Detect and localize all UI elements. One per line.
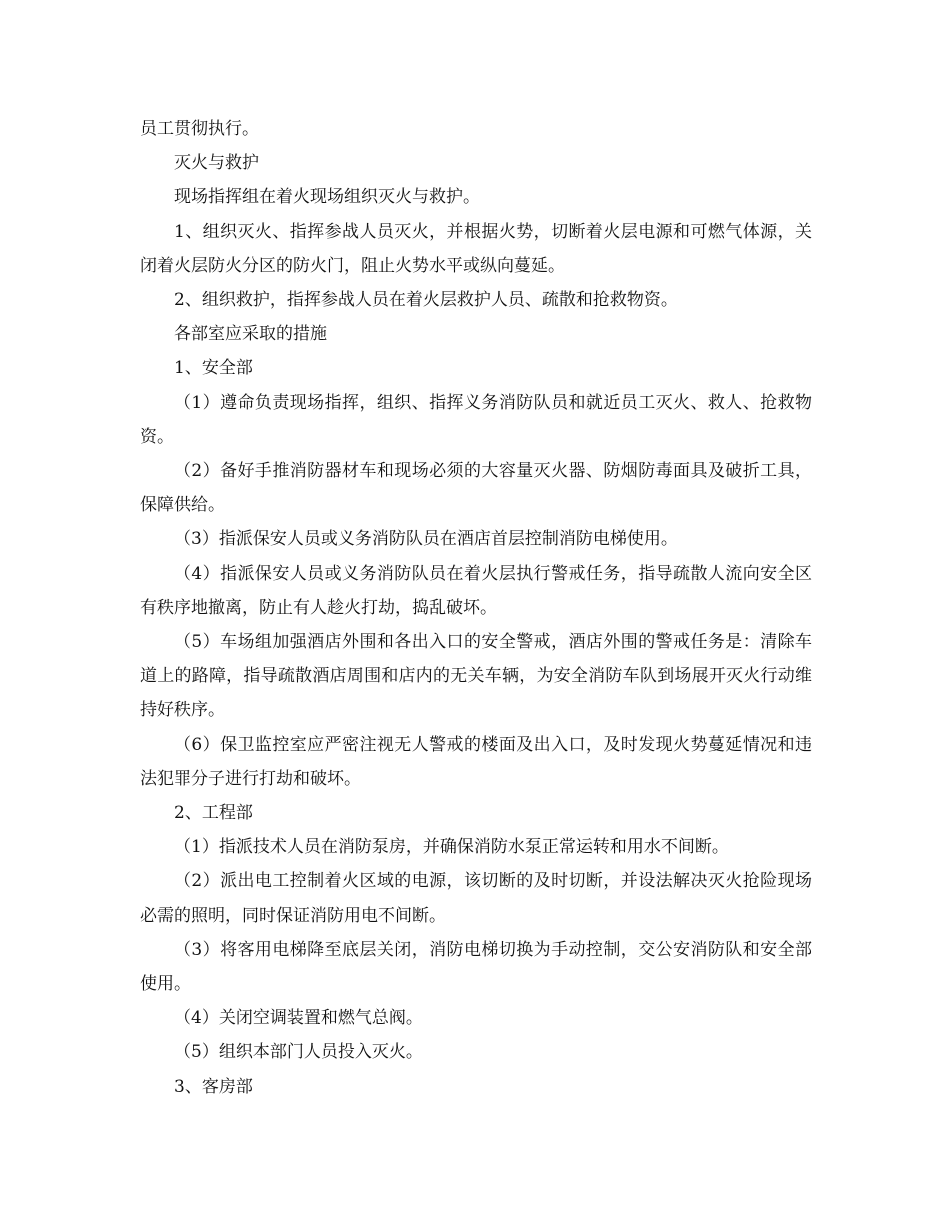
document-page: [140, 112, 812, 1104]
heading-department-measures: 各部室应采取的措施: [174, 324, 327, 345]
paragraph: （1）指派技术人员在消防泵房，并确保消防水泵正常运转和用水不间断。: [174, 837, 729, 858]
heading-fire-fighting-rescue: 灭火与救护: [174, 153, 259, 174]
heading-housekeeping-dept: 3、客房部: [174, 1076, 253, 1097]
paragraph: （3）指派保安人员或义务消防队员在酒店首层控制消防电梯使用。: [174, 529, 678, 550]
heading-engineering-dept: 2、工程部: [174, 803, 253, 824]
paragraph: （5）车场组加强酒店外围和各出入口的安全警戒，酒店外围的警戒任务是：清除车道上的路障，指导疏散酒店周围和店内的无关车辆，为安全消防车队到场展开灭火行动维持好秩序。: [140, 632, 812, 721]
paragraph: （5）组织本部门人员投入灭火。: [174, 1042, 423, 1063]
heading-security-dept: 1、安全部: [174, 358, 253, 379]
paragraph: （2）备好手推消防器材车和现场必须的大容量灭火器、防烟防毒面具及破折工具，保障供给。: [140, 461, 812, 516]
paragraph: （6）保卫监控室应严密注视无人警戒的楼面及出入口，及时发现火势蔓延情况和违法犯罪分子进行打劫和破坏。: [140, 734, 812, 789]
paragraph-continuation: 员工贯彻执行。: [140, 119, 259, 139]
paragraph: 1、组织灭火、指挥参战人员灭火，并根据火势，切断着火层电源和可燃气体源，关闭着火层防火分区的防火门，阻止火势水平或纵向蔓延。: [140, 221, 812, 276]
paragraph: （4）指派保安人员或义务消防队员在着火层执行警戒任务，指导疏散人流向安全区有秩序地撤离，防止有人趁火打劫，捣乱破坏。: [140, 563, 812, 618]
paragraph: 现场指挥组在着火现场组织灭火与救护。: [174, 187, 480, 208]
paragraph: （3）将客用电梯降至底层关闭，消防电梯切换为手动控制，交公安消防队和安全部使用。: [140, 939, 812, 995]
paragraph: （1）遵命负责现场指挥，组织、指挥义务消防队员和就近员工灭火、救人、抢救物资。: [140, 392, 812, 447]
paragraph: 2、组织救护，指挥参战人员在着火层救护人员、疏散和抢救物资。: [174, 290, 678, 311]
paragraph: （4）关闭空调装置和燃气总阀。: [174, 1008, 423, 1029]
paragraph: （2）派出电工控制着火区域的电源，该切断的及时切断，并设法解决灭火抢险现场必需的照明，同时保证消防用电不间断。: [140, 871, 812, 926]
